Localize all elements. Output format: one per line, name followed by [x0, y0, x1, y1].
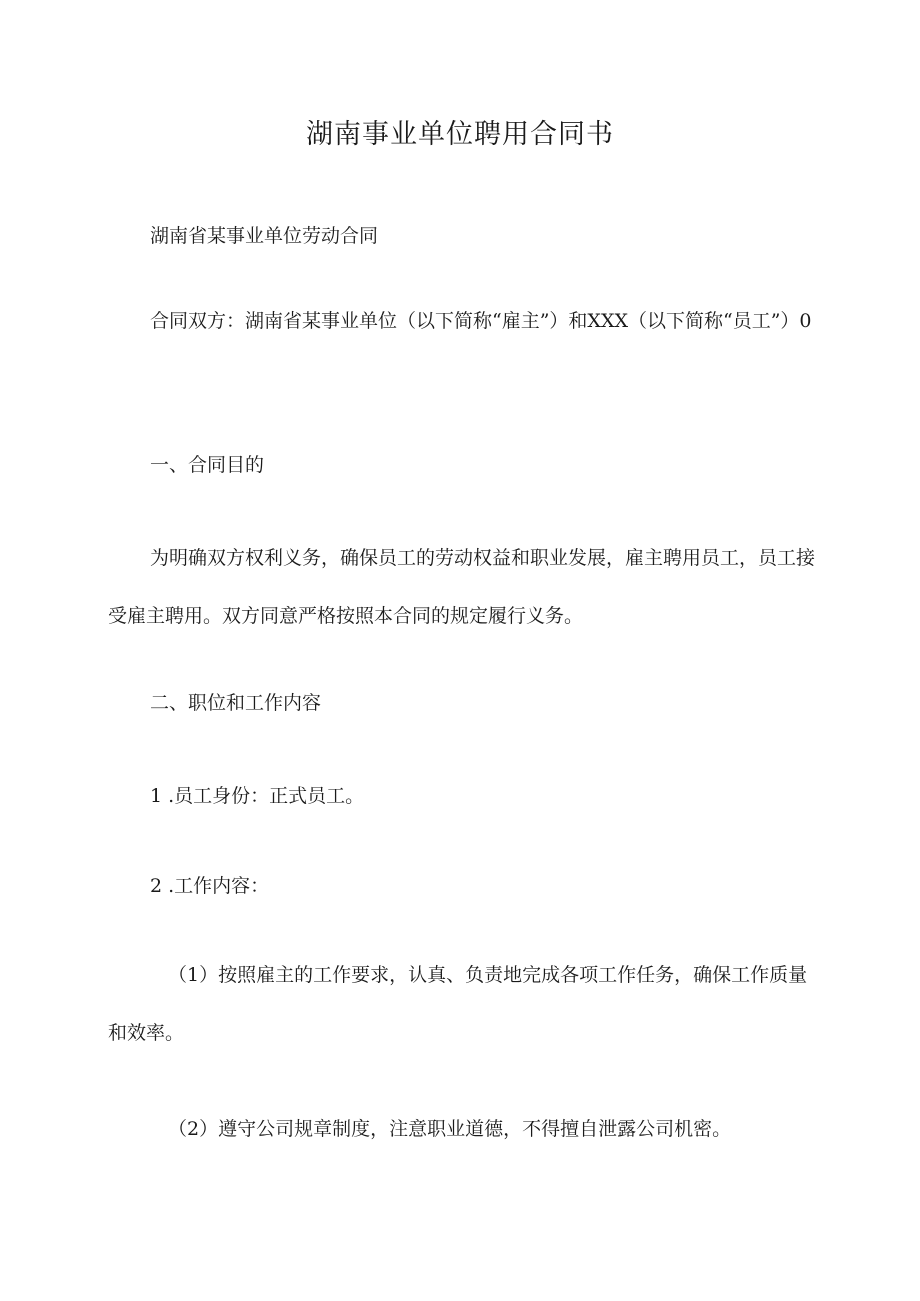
- work-item-1: （1）按照雇主的工作要求，认真、负责地完成各项工作任务，确保工作质量和效率。: [108, 964, 808, 1044]
- document-title: 湖南事业单位聘用合同书: [306, 119, 614, 150]
- purpose-paragraph: 为明确双方权利义务，确保员工的劳动权益和职业发展，雇主聘用员工，员工接受雇主聘用。双方同意严格按照本合同的规定履行义务。: [108, 547, 816, 627]
- item-work-content: 2 .工作内容：: [150, 875, 270, 897]
- section-heading-purpose: 一、合同目的: [150, 454, 265, 476]
- item-employee-status: 1 .员工身份：正式员工。: [150, 785, 365, 807]
- contract-parties-paragraph: 合同双方：湖南省某事业单位（以下简称“雇主”）和XXX（以下简称“员工”）0: [150, 310, 812, 332]
- work-item-2: （2）遵守公司规章制度，注意职业道德，不得擅自泄露公司机密。: [168, 1118, 732, 1140]
- document-subtitle: 湖南省某事业单位劳动合同: [150, 225, 379, 247]
- section-heading-position: 二、职位和工作内容: [150, 692, 322, 714]
